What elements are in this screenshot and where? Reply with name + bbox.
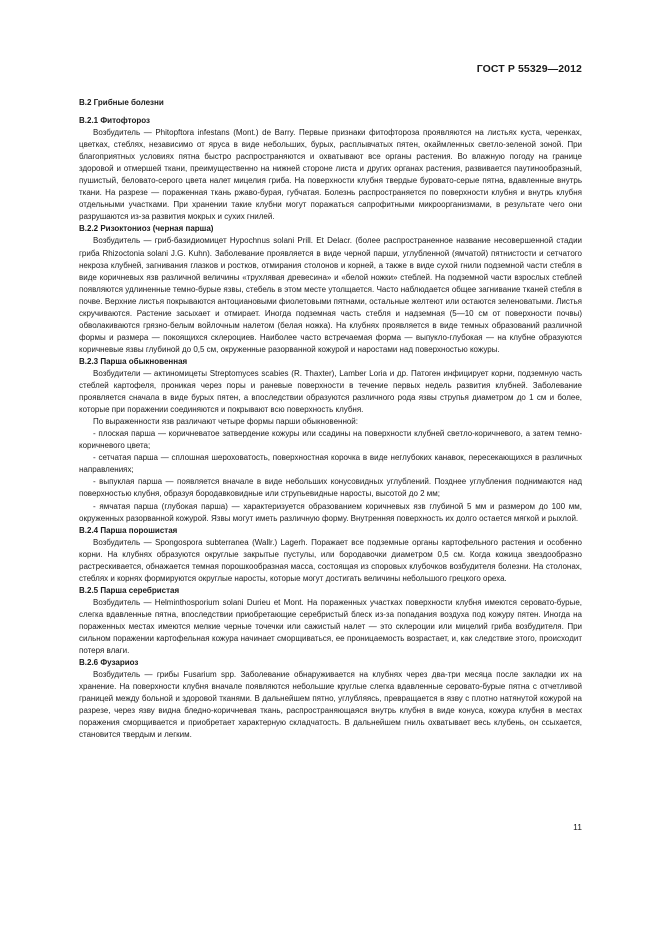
subsection-heading-b21: В.2.1 Фитофтороз: [79, 116, 151, 125]
paragraph-b24-1: Возбудитель — Spongospora subterranea (Wallr.) Lagerh. Поражает все подземные органы картофельного растения и особенно корни. На клубнях образуются округлые закрытые пустулы, или бородавочки диаметром 0,5 см. Когда кожица звездообразно растрескивается, обнажается темная порошкообразная масса, состоящая из споровых клубочков возбудителя болезни. На столонах, стеблях и корнях формируются округлые наросты, которые могут достигать величины небольшого грецкого ореха.: [79, 537, 582, 583]
subsection-heading-b25: В.2.5 Парша серебристая: [79, 585, 180, 595]
document-body: [79, 97, 582, 741]
list-item-net-scab: - сетчатая парша — сплошная шероховатость, поверхностная корочка в виде неглубоких канавок, пересекающихся в различных направлениях;: [79, 453, 582, 475]
paragraph-b21-1: Возбудитель — Phitopftora infestans (Mont.) de Barry. Первые признаки фитофтороза проявляются на листьях куста, черенках, цветках, стеблях, независимо от яруса в виде небольших, бурых, расплывчатых пятен, окаймленных светло-зеленой зоной. При благоприятных условиях пятна быстро распространяются и охватывают все органы растения. Во влажную погоду на границе здоровой и отмершей ткани, преимущественно на нижней стороне листа и других органах растения, развивается паутинообразный, пушистый, беловато-серого цвета налет мицелия гриба. На поверхности клубня твердые буровато-серые пятна, вдавленные внутрь ткани. На разрезе — пораженная ткань ржаво-бурая, губчатая. Болезнь распространяется по поверхности клубня и внутрь клубня отдельными участками. При хранении такие клубни могут поражаться сапрофитными микроорганизмами, в результате чего они разрушаются из-за развития мокрых и сухих гнилей.: [79, 128, 582, 222]
paragraph-b23-2: По выраженности язв различают четыре формы парши обыкновенной:: [93, 417, 358, 427]
list-item-pitted-scab: - ямчатая парша (глубокая парша) — характеризуется образованием коричневых язв глубиной 5 мм и размером до 100 мм, окруженных разорванной кожурой. Язвы могут иметь различную форму. Внутренняя поверхность их долго остается мягкой и рыхлой.: [79, 501, 582, 523]
paragraph-b26-1: Возбудитель — грибы Fusarium spp. Заболевание обнаруживается на клубнях через два-три месяца после закладки их на хранение. На поверхности клубня вначале появляются небольшие круглые слегка вдавленные серовато-бурые пятна с отчетливой границей между больной и здоровой тканями. В дальнейшем пятно, углубляясь, превращается в язву с плотно натянутой кожурой на разрезе, через язву видна бледно-коричневая ткань, распространяющаяся внутрь клубня в виде конуса, кожура клубня в местах поражения сморщивается и приобретает характерную складчатость. В дальнейшем гниль охватывает весь клубень, он ссыхается, становится твердым и легким.: [79, 670, 582, 740]
subsection-heading-b24: В.2.4 Парша порошистая: [79, 525, 178, 535]
paragraph-b25-1: Возбудитель — Helminthosporium solani Durieu et Mont. На пораженных участках поверхности клубня имеются серовато-бурые, слегка вдавленные пятна, впоследствии приобретающие серебристый блеск из-за попадания воздуха под кожуру пятен. Иногда на пораженных местах имеются мелкие черные точечки или сажистый налет — это склероции или мицелий гриба возбудителя. При сильном поражении картофельная кожура начинает сморщиваться, ее проницаемость возрастает, и, как следствие этого, происходит потеря влаги.: [79, 597, 582, 656]
page-number: 11: [573, 822, 582, 832]
subsection-heading-b26: В.2.6 Фузариоз: [79, 658, 139, 668]
paragraph-b22-1: Возбудитель — гриб-базидиомицет Hypochnus solani Prill. Et Delacr. (более распространенное название несовершенной стадии гриба Rhizoctonia solani J.G. Kuhn). Заболевание проявляется в виде черной парши, углубленной (ямчатой) пятнистости и сетчатого некроза клубней, загнивания глазков и ростков, отмирания столонов и корней, а также в виде сухой гнили подземной части стебля в виде коричневых язв различной величины «трухлявая древесина» и «белой ножки» стеблей. На подземной части взрослых стеблей появляются удлиненные темно-бурые язвы, стебель в этом месте утолщается. Часто наблюдается общее загнивание тканей стебля в почве. Верхние листья покрываются антоциановыми фиолетовыми пятнами, остальные желтеют или остаются зеленоватыми. Листья скручиваются. Растение засыхает и отмирает. Иногда подземная часть стебля и надземная (5—10 см от поверхности почвы) обволакиваются грязно-белым войлочным налетом (белая ножка). На клубнях проявляется в виде темных образований различной формы и размера — покоящихся склероциев. Наиболее часто встречаемая форма — выпукло-глубокая — на клубне образуются коричневые язвы глубиной до 0,5 см, окруженные разорванной кожурой и наростами над поверхностью кожуры.: [79, 236, 582, 354]
list-item-raised-scab: - выпуклая парша — появляется вначале в виде небольших конусовидных углублений. Позднее углубления поднимаются над поверхностью клубня, образуя бородавковидные или струпьевидные наросты, высотой до 2 мм;: [79, 477, 582, 499]
list-item-flat-scab: - плоская парша — коричневатое затвердение кожуры или ссадины на поверхности клубней светло-коричневого, а затем темно-коричневого цвета;: [79, 429, 582, 451]
subsection-heading-b22: В.2.2 Ризоктониоз (черная парша): [79, 224, 214, 234]
section-heading: В.2 Грибные болезни: [79, 98, 164, 107]
subsection-heading-b23: В.2.3 Парша обыкновенная: [79, 356, 188, 366]
paragraph-b23-1: Возбудители — актиномицеты Streptomyces scabies (R. Thaxter), Lamber Loria и др. Патоген инфицирует корни, подземную часть стеблей картофеля, проникая через поры и раневые поверхности в течение первых недель развития клубней. Заболевание проявляется сначала в виде бурых пятен, а впоследствии образуются различного рода язвы струпья диаметром до 1 см и более, которые при поражении соединяются и покрывают всю поверхность клубня.: [79, 368, 582, 415]
document-id-header: ГОСТ Р 55329—2012: [476, 63, 582, 75]
